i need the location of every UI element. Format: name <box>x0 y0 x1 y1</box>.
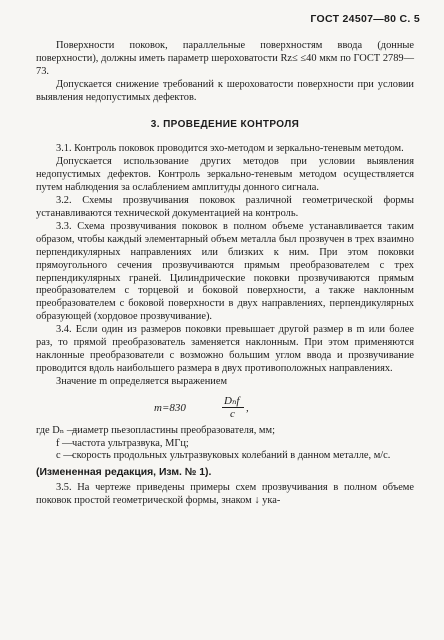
definitions-list <box>36 425 414 464</box>
formula-m <box>154 395 414 421</box>
paragraph-roughness: Поверхности поковок, параллельные поверхностям ввода (донные поверхности), должны иметь параметр шероховатости Rz≤ ≤40 мкм по ГОСТ 2789—73. <box>36 40 414 77</box>
definition-text: частота ультразвука, МГц; <box>72 437 189 449</box>
edition-note: (Измененная редакция, Изм. № 1). <box>36 467 212 479</box>
section-title: 3. ПРОВЕДЕНИЕ КОНТРОЛЯ <box>150 118 300 130</box>
definition-symbol: f — <box>56 437 73 449</box>
definition-text: диаметр пьезопластины преобразователя, мм; <box>72 424 275 436</box>
paragraph-roughness-allowance: Допускается снижение требований к шероховатости поверхности при условии выявления недопустимых дефектов. <box>36 78 414 103</box>
definition-item <box>36 450 414 463</box>
definition-item <box>36 425 414 438</box>
paragraph-other-methods: Допускается использование других методов при условии выявления недопустимых дефектов. Контроль зеркально-теневым методом осуществляется путем наблюдения за ослаблением амплитуды донного сигнала. <box>36 156 414 194</box>
definition-symbol: где Dₙ — <box>36 424 78 436</box>
paragraph-3-2: 3.2. Схемы прозвучивания поковок различной геометрической формы устанавливаются технической документацией на контроль. <box>36 195 414 219</box>
formula-lhs: m=830 <box>154 401 186 414</box>
formula-denominator: c <box>230 407 235 420</box>
formula-numerator: Dₙf <box>224 394 240 407</box>
paragraph-3-1: 3.1. Контроль поковок проводится эхо-методом и зеркально-теневым методом. <box>56 143 404 155</box>
document-body <box>36 40 414 508</box>
paragraph-3-5: 3.5. На чертеже приведены примеры схем прозвучивания в полном объеме поковок простой геометрической формы, знаком ↓ ука- <box>36 482 414 507</box>
page-header: ГОСТ 24507—80 С. 5 <box>310 13 420 25</box>
paragraph-3-4: 3.4. Если один из размеров поковки превышает другой размер в m или более раз, то прямой преобразователь заменяется наклонным. При этом применяются наклонные преобразователи с возможно большим углом ввода и прозвучивание проводится вдоль наибольшего размера в двух противоположных направлениях. <box>36 324 414 374</box>
paragraph-3-3: 3.3. Схема прозвучивания поковок в полном объеме устанавливается таким образом, чтобы каждый элементарный объем металла был прозвучен в трех взаимно перпендикулярных направлениях или близких к ним. При этом поковки прямоугольного сечения прозвучиваются прямым преобразователем с трех перпендикулярных граней. Цилиндрические поковки прозвучиваются прямым преобразователем с торцевой и боковой поверхности, а также наклонным преобразователем с боковой поверхности в двух направлениях, перпендикулярных образующей (хордовое прозвучивание). <box>36 220 414 323</box>
definition-item <box>36 438 414 451</box>
formula-tail: , <box>246 401 249 414</box>
definition-symbol: c — <box>56 450 74 462</box>
paragraph-m-intro: Значение m определяется выражением <box>56 375 228 387</box>
definition-text: скорость продольных ультразвуковых колебаний в данном металле, м/с. <box>72 450 391 462</box>
